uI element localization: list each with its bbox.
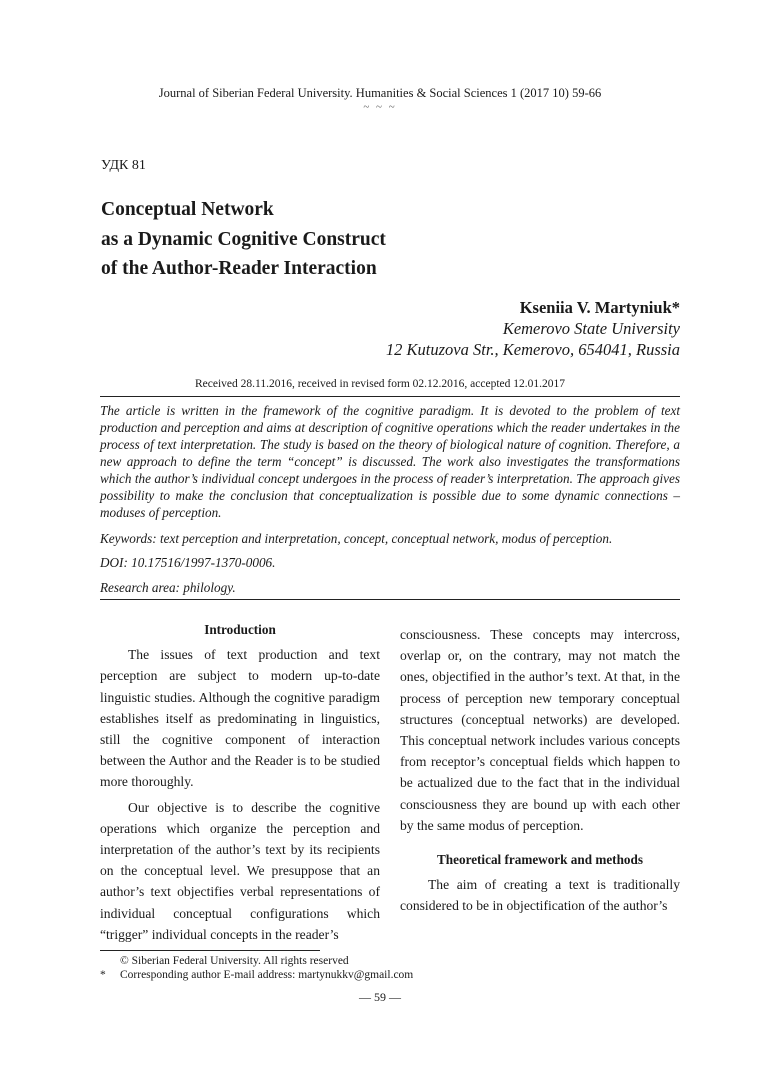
corresponding-email: Corresponding author E-mail address: martynukkv@gmail.com — [120, 969, 414, 981]
footnote-star: * — [100, 969, 106, 981]
copyright-footnote — [100, 954, 349, 969]
author-block — [386, 297, 680, 360]
abstract: The article is written in the framework of the cognitive paradigm. It is devoted to the problem of text production and perception and aims at description of cognitive operations which the reader undertakes in the process of text interpretation. The study is based on the theory of biological nature of cognition. Therefore, a new approach to define the term “concept” is discussed. The work also investigates the transformations which the author’s individual concept undergoes in the process of reader’s interpretation. The approach gives possibility to make the conclusion that conceptualization is possible due to some dynamic connections – moduses of perception. — [100, 403, 680, 520]
right-paragraph-2: The aim of creating a text is traditionally considered to be in objectification of the author’s — [400, 877, 680, 914]
journal-header: Journal of Siberian Federal University. Humanities & Social Sciences 1 (2017 10) 59-66 — [158, 86, 602, 100]
intro-paragraph-1: The issues of text production and text perception are subject to modern up-to-date linguistic studies. Although the cognitive paradigm establishes itself as predominating in linguistics, still the cognitive component of interaction between the Author and the Reader is to be studied more thoroughly. — [100, 647, 380, 790]
research-area: Research area: philology. — [100, 580, 236, 595]
author-address: 12 Kutuzova Str., Kemerovo, 654041, Russia — [385, 340, 680, 359]
received-dates: Received 28.11.2016, received in revised form 02.12.2016, accepted 12.01.2017 — [194, 378, 566, 390]
right-column — [400, 624, 680, 917]
udk-code: УДК 81 — [101, 158, 146, 173]
corresponding-footnote — [100, 968, 413, 983]
keywords: Keywords: text perception and interpretation, concept, conceptual network, modus of perception. — [100, 531, 613, 546]
title-line-3: of the Author-Reader Interaction — [101, 258, 377, 279]
article-title — [101, 195, 661, 284]
author-name: Kseniia V. Martyniuk* — [519, 298, 680, 317]
footnote-rule — [100, 950, 320, 951]
abstract-top-rule — [100, 396, 680, 397]
title-line-2: as a Dynamic Cognitive Construct — [101, 228, 386, 250]
copyright-text: © Siberian Federal University. All rights reserved — [120, 955, 349, 967]
doi: DOI: 10.17516/1997-1370-0006. — [100, 555, 276, 570]
left-column — [100, 619, 380, 945]
title-line-1: Conceptual Network — [101, 199, 274, 220]
abstract-bottom-rule — [100, 599, 680, 600]
right-paragraph-1: consciousness. These concepts may intercross, overlap or, on the contrary, may not match the ones, objectified in the author’s text. At that, in the process of perception new temporary conceptual structures (conceptual networks) are developed. This conceptual network includes various concepts from receptor’s conceptual fields which happen to be actualized due to the fact that in the individual consciousness they are bound up with each other by the same modus of perception. — [400, 627, 680, 833]
intro-paragraph-2: Our objective is to describe the cognitive operations which organize the perception and interpretation of the author’s text by its recipients on the conceptual level. We presuppose that an author’s text objectifies verbal representations of individual conceptual configurations which “trigger” individual concepts in the reader’s — [100, 799, 380, 942]
header-ornament: ~ ~ ~ — [363, 101, 397, 113]
page-number: — 59 — — [359, 990, 401, 1004]
author-affiliation: Kemerovo State University — [502, 319, 680, 338]
theory-heading: Theoretical framework and methods — [437, 852, 643, 868]
introduction-heading: Introduction — [204, 622, 276, 637]
